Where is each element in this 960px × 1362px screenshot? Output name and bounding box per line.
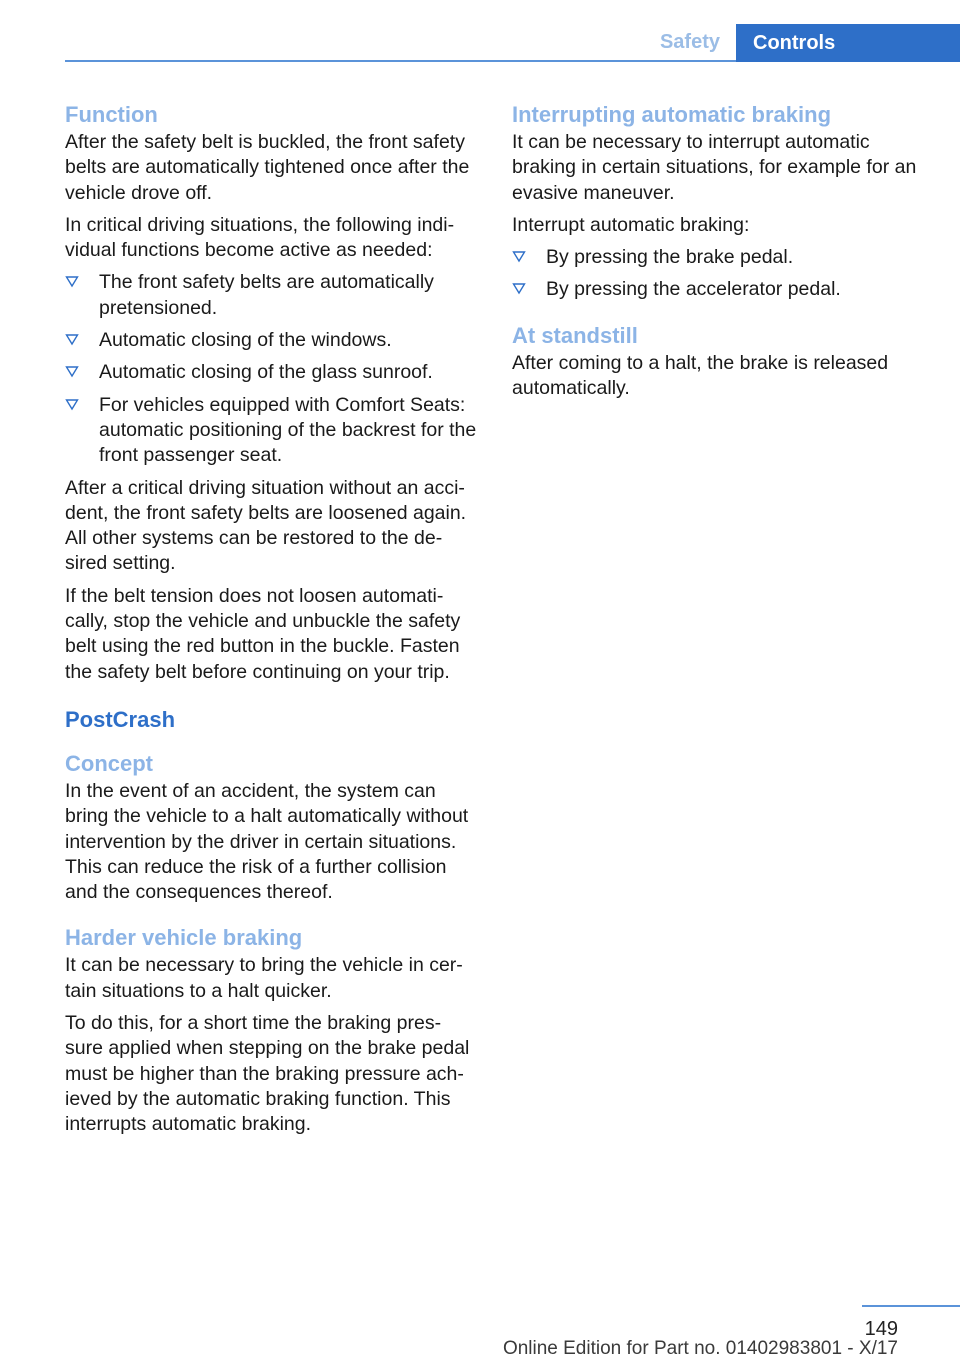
list-item-text: For vehicles equipped with Comfort Seats: automatic positioning of the backrest for the front passenger seat. [99,393,477,467]
harder-braking-heading: Harder vehicle braking [65,925,303,951]
standstill-heading: At standstill [512,322,638,348]
interrupt-paragraph-1: It can be necessary to interrupt automatic braking in certain situations, for example for an evasive maneuver. [512,131,917,204]
right-column [512,100,930,408]
triangle-bullet-icon [512,281,526,295]
function-heading: Function [65,102,158,127]
function-paragraph-1: After the safety belt is buckled, the front safety belts are automatically tightened once after the vehicle drove off. [65,131,470,204]
function-bullet-list [65,270,483,468]
standstill-paragraph: After coming to a halt, the brake is released automatically. [512,351,889,400]
list-item [65,328,483,353]
postcrash-heading: PostCrash [65,706,176,732]
triangle-bullet-icon [65,364,79,378]
interrupt-paragraph-2: Interrupt automatic braking: [512,213,750,236]
list-item-text: By pressing the accelerator pedal. [546,278,841,301]
interrupt-heading: Interrupting automatic braking [512,102,832,127]
list-item-text: Automatic closing of the glass sunroof. [99,361,433,384]
triangle-bullet-icon [65,397,79,411]
interrupt-bullet-list [512,245,930,303]
concept-paragraph: In the event of an accident, the system can bring the vehicle to a halt automatically without intervention by the driver in certain situations. This can reduce the risk of a further collision and the consequences thereof. [65,779,469,904]
function-paragraph-3: After a critical driving situation without an acci‐ dent, the front safety belts are loosened again. All other systems can be restored to the de‐ sired setting. [65,476,467,575]
footer-rule [862,1305,960,1307]
list-item [65,393,483,469]
edition-footer: Online Edition for Part no. 01402983801 - X/17 [502,1338,898,1359]
list-item-text: The front safety belts are automatically pretensioned. [99,271,434,319]
page-number: 149 [864,1318,898,1340]
list-item [65,360,483,385]
list-item-text: By pressing the brake pedal. [546,246,794,269]
triangle-bullet-icon [65,274,79,288]
list-item [512,277,930,302]
harder-braking-paragraph-2: To do this, for a short time the braking pres‐ sure applied when stepping on the brake pedal must be higher than the braking pressure ach‐ ieved by the automatic braking function. This interrupts automatic braking. [65,1012,470,1136]
left-column [65,100,483,1145]
list-item-text: Automatic closing of the windows. [99,329,392,352]
list-item [65,270,483,321]
triangle-bullet-icon [512,249,526,263]
triangle-bullet-icon [65,332,79,346]
function-paragraph-2: In critical driving situations, the following indi‐ vidual functions become active as needed: [65,213,455,262]
section-tab[interactable]: Safety [659,31,720,53]
chapter-tab[interactable]: Controls [736,24,960,62]
list-item [512,245,930,270]
concept-heading: Concept [65,750,153,776]
harder-braking-paragraph-1: It can be necessary to bring the vehicle in cer‐ tain situations to a halt quicker. [65,954,463,1002]
function-paragraph-4: If the belt tension does not loosen automati‐ cally, stop the vehicle and unbuckle the safety belt using the red button in the buckle. Fasten the safety belt before continuing on your trip. [65,584,461,683]
